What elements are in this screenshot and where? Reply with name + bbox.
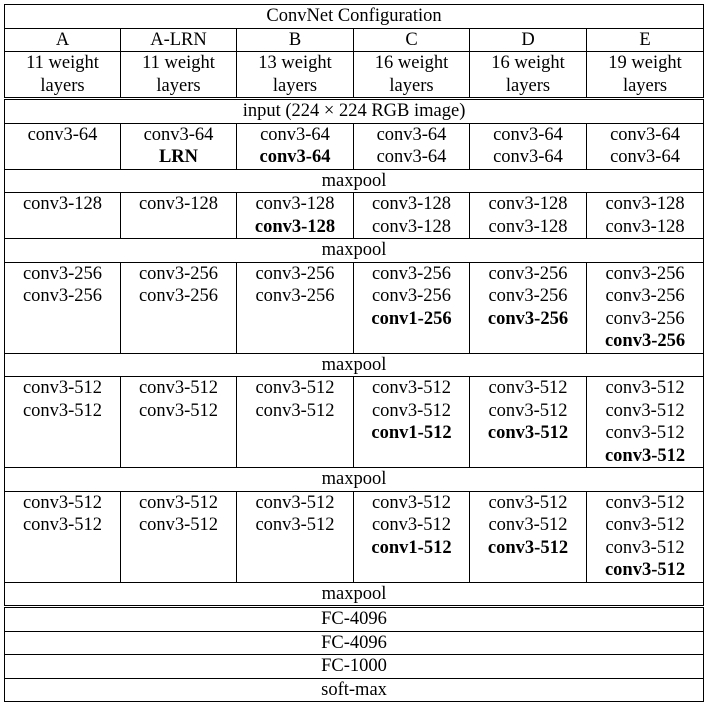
layer-cell xyxy=(121,193,237,239)
layer-entry: conv3-256 xyxy=(488,263,568,284)
layer-entry: conv3-128 xyxy=(605,194,685,214)
layer-cell xyxy=(470,123,587,169)
layer-cell xyxy=(121,377,237,468)
layer-entry: conv3-512 xyxy=(138,515,219,535)
depth-line: 11 weight xyxy=(142,53,215,73)
layer-entry: conv3-512 xyxy=(22,515,103,535)
depth-line: 11 weight xyxy=(26,53,99,73)
layer-cell xyxy=(354,377,470,468)
layer-entry: conv3-256 xyxy=(255,286,335,306)
tail-layer-label: FC-4096 xyxy=(5,607,704,632)
layer-block-row xyxy=(5,193,704,239)
layer-entry: conv3-512 xyxy=(255,400,335,421)
layer-cell xyxy=(237,193,354,239)
layer-entry: conv3-256 xyxy=(371,286,452,306)
tail-row xyxy=(5,678,704,702)
layer-block-row xyxy=(5,123,704,169)
layer-entry: conv3-512 xyxy=(371,515,452,535)
layer-entry: conv3-512 xyxy=(371,492,452,513)
layer-entry: conv3-256 xyxy=(138,263,219,284)
layer-entry: conv3-64 xyxy=(610,124,680,145)
column-id: C xyxy=(354,28,470,52)
layer-cell xyxy=(470,491,587,582)
layer-cell xyxy=(587,491,704,582)
layer-entry: conv3-512 xyxy=(605,515,685,535)
layer-entry: conv3-128 xyxy=(371,194,452,214)
column-depth xyxy=(470,52,587,99)
layer-cell xyxy=(237,123,354,169)
layer-entry: conv3-128 xyxy=(255,194,335,214)
layer-entry: conv3-512 xyxy=(487,423,569,443)
layer-entry: conv3-512 xyxy=(22,378,103,398)
maxpool-row xyxy=(5,582,704,607)
column-id: A xyxy=(5,28,121,52)
layer-cell xyxy=(587,193,704,239)
depth-line: layers xyxy=(272,75,318,96)
layer-block-row xyxy=(5,491,704,582)
layer-entry: LRN xyxy=(158,147,199,167)
layer-cell xyxy=(121,262,237,353)
layer-entry: conv3-256 xyxy=(22,263,103,284)
layer-entry: conv1-512 xyxy=(371,537,452,558)
layer-block-row xyxy=(5,262,704,353)
column-id: E xyxy=(587,28,704,52)
tail-row xyxy=(5,631,704,655)
layer-entry: conv3-512 xyxy=(488,400,568,421)
column-id: D xyxy=(470,28,587,52)
maxpool-label: maxpool xyxy=(5,353,704,377)
layer-cell xyxy=(5,123,121,169)
layer-entry: conv3-512 xyxy=(487,537,569,558)
depth-line: 13 weight xyxy=(258,53,332,73)
layer-cell xyxy=(470,262,587,353)
layer-cell xyxy=(587,377,704,468)
layer-entry: conv3-256 xyxy=(604,331,686,351)
convnet-config-table xyxy=(4,4,704,702)
layer-entry: conv3-256 xyxy=(488,286,568,306)
column-depth xyxy=(354,52,470,99)
layer-entry: conv3-512 xyxy=(371,378,452,398)
column-depth xyxy=(587,52,704,99)
layer-entry: conv3-512 xyxy=(604,445,686,466)
layer-entry: conv3-512 xyxy=(605,378,685,398)
layer-entry: conv3-256 xyxy=(255,263,335,284)
layer-cell xyxy=(5,193,121,239)
layer-entry: conv3-512 xyxy=(138,400,219,421)
layer-cell xyxy=(5,262,121,353)
convnet-config-table-container xyxy=(4,4,703,702)
layer-entry: conv3-256 xyxy=(22,286,103,306)
layer-entry: conv3-512 xyxy=(138,492,219,513)
layer-entry: conv3-128 xyxy=(254,216,336,237)
tail-layer-label: FC-1000 xyxy=(5,655,704,679)
layer-entry: conv3-64 xyxy=(259,147,331,167)
maxpool-row xyxy=(5,468,704,492)
layer-cell xyxy=(5,491,121,582)
column-depth xyxy=(237,52,354,99)
depth-line: layers xyxy=(505,75,551,96)
table-title: ConvNet Configuration xyxy=(5,5,704,29)
layer-cell xyxy=(354,262,470,353)
maxpool-row xyxy=(5,239,704,263)
input-row xyxy=(5,99,704,124)
layer-entry: conv3-64 xyxy=(493,147,563,167)
layer-entry: conv3-256 xyxy=(605,286,685,306)
layer-entry: conv3-256 xyxy=(487,308,569,329)
layer-entry: conv3-512 xyxy=(255,378,335,398)
layer-cell xyxy=(237,491,354,582)
title-row xyxy=(5,5,704,29)
input-spec: input (224 × 224 RGB image) xyxy=(5,99,704,124)
layer-cell xyxy=(237,377,354,468)
layer-entry: conv3-64 xyxy=(610,147,680,167)
layer-entry: conv3-64 xyxy=(376,124,447,145)
column-id-row xyxy=(5,28,704,52)
tail-row xyxy=(5,607,704,632)
layer-entry: conv3-128 xyxy=(488,216,568,237)
layer-entry: conv3-128 xyxy=(605,216,685,237)
depth-line: 16 weight xyxy=(374,53,449,73)
layer-entry: conv3-512 xyxy=(604,560,686,580)
layer-entry: conv3-64 xyxy=(143,124,214,145)
layer-entry: conv3-512 xyxy=(255,515,335,535)
tail-layer-label: soft-max xyxy=(5,678,704,702)
layer-entry: conv3-256 xyxy=(138,286,219,306)
layer-cell xyxy=(121,491,237,582)
layer-entry: conv3-64 xyxy=(260,124,330,145)
layer-entry: conv3-512 xyxy=(488,378,568,398)
column-id: A-LRN xyxy=(121,28,237,52)
column-depth xyxy=(5,52,121,99)
layer-entry: conv3-512 xyxy=(605,400,685,421)
layer-cell xyxy=(354,123,470,169)
tail-layer-label: FC-4096 xyxy=(5,631,704,655)
layer-entry: conv3-128 xyxy=(488,194,568,214)
column-id: B xyxy=(237,28,354,52)
depth-line: layers xyxy=(389,75,434,96)
maxpool-label: maxpool xyxy=(5,468,704,492)
layer-cell xyxy=(587,123,704,169)
layer-entry: conv3-128 xyxy=(138,194,219,214)
layer-entry: conv3-64 xyxy=(493,124,563,145)
depth-line: layers xyxy=(622,75,668,96)
maxpool-label: maxpool xyxy=(5,582,704,607)
tail-row xyxy=(5,655,704,679)
layer-entry: conv3-512 xyxy=(22,492,103,513)
layer-cell xyxy=(470,193,587,239)
maxpool-row xyxy=(5,353,704,377)
layer-cell xyxy=(237,262,354,353)
column-depth-row xyxy=(5,52,704,99)
column-depth xyxy=(121,52,237,99)
layer-block-row xyxy=(5,377,704,468)
depth-line: layers xyxy=(40,75,85,96)
layer-entry: conv3-512 xyxy=(488,492,568,513)
layer-cell xyxy=(5,377,121,468)
layer-entry: conv3-256 xyxy=(605,263,685,284)
depth-line: layers xyxy=(156,75,201,96)
layer-entry: conv3-256 xyxy=(371,263,452,284)
layer-entry: conv3-128 xyxy=(371,216,452,237)
maxpool-label: maxpool xyxy=(5,239,704,263)
layer-entry: conv3-512 xyxy=(605,537,685,558)
layer-cell xyxy=(587,262,704,353)
layer-entry: conv3-512 xyxy=(605,423,685,443)
layer-cell xyxy=(121,123,237,169)
layer-entry: conv1-512 xyxy=(371,423,452,443)
layer-entry: conv3-512 xyxy=(255,492,335,513)
layer-entry: conv3-64 xyxy=(376,147,447,167)
layer-entry: conv3-512 xyxy=(488,515,568,535)
maxpool-row xyxy=(5,169,704,193)
layer-cell xyxy=(470,377,587,468)
layer-entry: conv3-512 xyxy=(138,378,219,398)
layer-entry: conv3-512 xyxy=(371,400,452,421)
maxpool-label: maxpool xyxy=(5,169,704,193)
layer-entry: conv3-64 xyxy=(27,124,98,145)
layer-entry: conv3-128 xyxy=(22,194,103,214)
layer-entry: conv3-512 xyxy=(22,400,103,421)
layer-cell xyxy=(354,491,470,582)
depth-line: 19 weight xyxy=(608,53,682,73)
layer-entry: conv3-256 xyxy=(605,308,685,329)
layer-entry: conv1-256 xyxy=(371,308,452,329)
layer-cell xyxy=(354,193,470,239)
layer-entry: conv3-512 xyxy=(605,492,685,513)
depth-line: 16 weight xyxy=(491,53,565,73)
